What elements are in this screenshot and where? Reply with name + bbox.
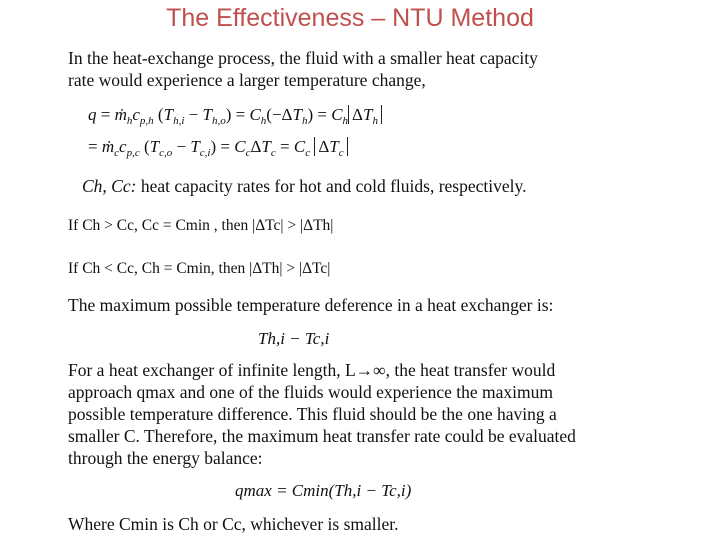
- intro-line-2: rate would experience a larger temperature change,: [68, 70, 426, 90]
- max-diff-text: The maximum possible temperature deference in a heat exchanger is:: [68, 295, 554, 315]
- infinite-line-1: For a heat exchanger of infinite length, L→∞, the heat transfer would: [68, 360, 556, 380]
- case-1: If Ch > Cc, Cc = Cmin , then |ΔTc| > |ΔTh|: [68, 217, 334, 234]
- max-diff-equation: Th,i − Tc,i: [258, 329, 330, 348]
- definition-text: heat capacity rates for hot and cold fluids, respectively.: [140, 176, 527, 196]
- infinite-line-4: smaller C. Therefore, the maximum heat transfer rate could be evaluated: [68, 426, 576, 446]
- infinite-line-2: approach qmax and one of the fluids would experience the maximum: [68, 382, 553, 402]
- qmax-equation: qmax = Cmin(Th,i − Tc,i): [235, 481, 412, 500]
- definition-line: [82, 176, 527, 196]
- infinite-line-3: possible temperature difference. This fluid should be the one having a: [68, 404, 557, 424]
- definition-symbols: Ch, Cc:: [82, 176, 137, 196]
- infinite-line-5: through the energy balance:: [68, 448, 263, 468]
- case-2: If Ch < Cc, Ch = Cmin, then |ΔTh| > |ΔTc|: [68, 260, 331, 277]
- where-line: Where Cmin is Ch or Cc, whichever is smaller.: [68, 514, 399, 534]
- page-title: The Effectiveness – NTU Method: [166, 4, 534, 32]
- equation-q-hot: $q = ṁ_hc_{p,h}$ $(T_{h,i} - T_{h,o}) = C_h(-\Delta T_h) = C_h$ $\Delta T_h$: [88, 104, 382, 132]
- equation-q-cold: = $ṁ_cc_{p,c}$ $(T_{c,o} - T_{c,i}) = C_c\Delta T_c = C_c$ $\Delta T_c$: [88, 136, 348, 164]
- intro-line-1: In the heat-exchange process, the fluid with a smaller heat capacity: [68, 48, 538, 68]
